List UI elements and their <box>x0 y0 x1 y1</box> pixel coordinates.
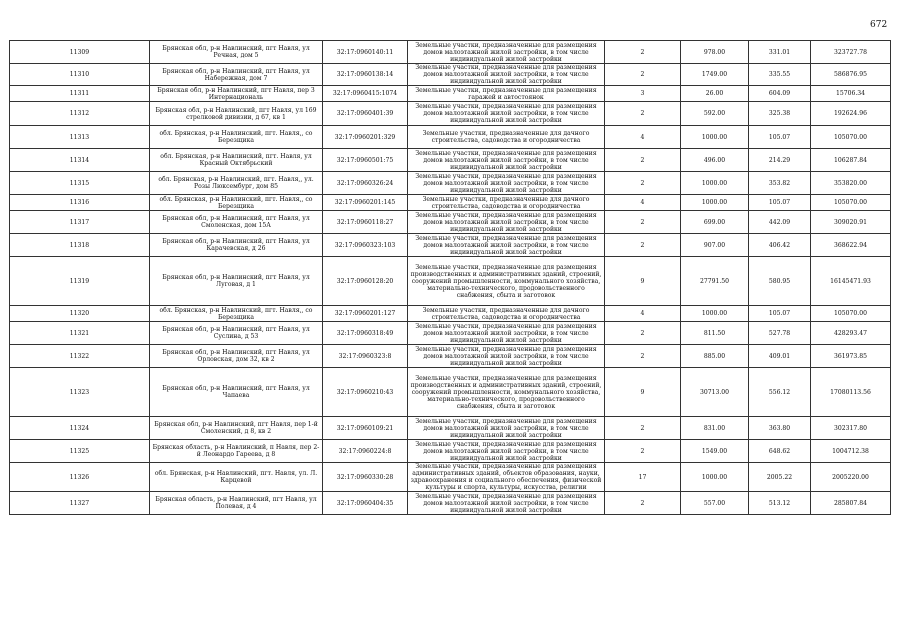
table-row <box>10 86 891 102</box>
area-cell: 1000.00 <box>681 172 749 195</box>
land-use-cell: Земельные участки, предназначенные для размещения домов малоэтажной жилой застройки, в том числе индивидуальной жилой застройки <box>408 64 605 86</box>
area-cell: 885.00 <box>681 345 749 368</box>
table-row <box>10 492 891 515</box>
address-cell: обл. Брянская, р-н Навлинский, пгт. Навля,, со Березщика <box>150 195 323 211</box>
address-cell: Брянская область, р-н Навлинский, п Навля, пер 2-й Леонардо Гареева, д 8 <box>150 440 323 463</box>
cadastral-value-cell: 428293.47 <box>811 322 891 345</box>
land-use-cell: Земельные участки, предназначенные для размещения домов малоэтажной жилой застройки, в том числе индивидуальной жилой застройки <box>408 345 605 368</box>
table-row <box>10 172 891 195</box>
use-group-cell: 9 <box>605 368 681 417</box>
table-row <box>10 417 891 440</box>
use-group-cell: 4 <box>605 126 681 149</box>
cadastral-value-cell: 361973.85 <box>811 345 891 368</box>
address-cell: Брянская обл, р-н Навлинский, пгт Навля, пер 1-й Смоленский, д 8, кв 2 <box>150 417 323 440</box>
table-row <box>10 195 891 211</box>
table-row <box>10 440 891 463</box>
land-use-cell: Земельные участки, предназначенные для размещения домов малоэтажной жилой застройки, в том числе индивидуальной жилой застройки <box>408 417 605 440</box>
specific-value-cell: 513.12 <box>749 492 811 515</box>
row-number: 11323 <box>10 368 150 417</box>
row-number: 11326 <box>10 463 150 492</box>
land-use-cell: Земельные участки, предназначенные для дачного строительства, садоводства и огородничества <box>408 195 605 211</box>
specific-value-cell: 442.09 <box>749 211 811 234</box>
address-cell: Брянская обл, р-н Навлинский, пгт Навля, ул Луговая, д 1 <box>150 257 323 306</box>
use-group-cell: 2 <box>605 322 681 345</box>
cadastral-value-cell: 586876.95 <box>811 64 891 86</box>
use-group-cell: 2 <box>605 211 681 234</box>
row-number: 11319 <box>10 257 150 306</box>
cadastral-number-cell: 32:17:0960501:75 <box>323 149 408 172</box>
cadastral-number-cell: 32:17:0960224:8 <box>323 440 408 463</box>
land-use-cell: Земельные участки, предназначенные для размещения домов малоэтажной жилой застройки, в том числе индивидуальной жилой застройки <box>408 41 605 64</box>
table-row <box>10 345 891 368</box>
area-cell: 26.00 <box>681 86 749 102</box>
land-use-cell: Земельные участки, предназначенные для размещения домов малоэтажной жилой застройки, в том числе индивидуальной жилой застройки <box>408 102 605 126</box>
cadastral-value-cell: 302317.80 <box>811 417 891 440</box>
row-number: 11322 <box>10 345 150 368</box>
area-cell: 1549.00 <box>681 440 749 463</box>
row-number: 11318 <box>10 234 150 257</box>
land-use-cell: Земельные участки, предназначенные для размещения домов малоэтажной жилой застройки, в том числе индивидуальной жилой застройки <box>408 172 605 195</box>
row-number: 11314 <box>10 149 150 172</box>
cadastral-number-cell: 32:17:0960201:329 <box>323 126 408 149</box>
specific-value-cell: 556.12 <box>749 368 811 417</box>
area-cell: 1000.00 <box>681 306 749 322</box>
land-use-cell: Земельные участки, предназначенные для размещения домов малоэтажной жилой застройки, в том числе индивидуальной жилой застройки <box>408 492 605 515</box>
specific-value-cell: 2005.22 <box>749 463 811 492</box>
area-cell: 30713.00 <box>681 368 749 417</box>
cadastral-value-cell: 105070.00 <box>811 126 891 149</box>
area-cell: 831.00 <box>681 417 749 440</box>
specific-value-cell: 214.29 <box>749 149 811 172</box>
specific-value-cell: 105.07 <box>749 126 811 149</box>
table-row <box>10 126 891 149</box>
address-cell: Брянская обл, р-н Навлинский, пгт Навля, ул 169 стрелковой дивизии, д 67, кв 1 <box>150 102 323 126</box>
use-group-cell: 2 <box>605 492 681 515</box>
cadastral-value-cell: 353820.00 <box>811 172 891 195</box>
specific-value-cell: 580.95 <box>749 257 811 306</box>
area-cell: 699.00 <box>681 211 749 234</box>
use-group-cell: 3 <box>605 86 681 102</box>
use-group-cell: 2 <box>605 64 681 86</box>
row-number: 11312 <box>10 102 150 126</box>
use-group-cell: 2 <box>605 149 681 172</box>
land-use-cell: Земельные участки, предназначенные для размещения домов малоэтажной жилой застройки, в том числе индивидуальной жилой застройки <box>408 149 605 172</box>
specific-value-cell: 335.55 <box>749 64 811 86</box>
cadastral-number-cell: 32:17:0960415:1074 <box>323 86 408 102</box>
row-number: 11309 <box>10 41 150 64</box>
area-cell: 1000.00 <box>681 463 749 492</box>
address-cell: обл. Брянская, р-н Навлинский, пгт. Навля, ул. Л. Карцевой <box>150 463 323 492</box>
specific-value-cell: 527.78 <box>749 322 811 345</box>
area-cell: 1000.00 <box>681 195 749 211</box>
cadastral-value-cell: 1004712.38 <box>811 440 891 463</box>
cadastral-number-cell: 32:17:0960201:127 <box>323 306 408 322</box>
area-cell: 592.00 <box>681 102 749 126</box>
cadastral-value-cell: 17080113.56 <box>811 368 891 417</box>
row-number: 11325 <box>10 440 150 463</box>
table-row <box>10 41 891 64</box>
cadastral-value-cell: 105070.00 <box>811 195 891 211</box>
address-cell: Брянская обл, р-н Навлинский, пгт Навля, ул Смоленская, дом 15А <box>150 211 323 234</box>
address-cell: Брянская обл, р-н Навлинский, пгт Навля, ул Речная, дом 5 <box>150 41 323 64</box>
land-use-cell: Земельные участки, предназначенные для дачного строительства, садоводства и огородничества <box>408 306 605 322</box>
cadastral-number-cell: 32:17:0960330:28 <box>323 463 408 492</box>
area-cell: 557.00 <box>681 492 749 515</box>
address-cell: обл. Брянская, р-н Навлинский, пгт. Навля,, со Березщика <box>150 306 323 322</box>
cadastral-number-cell: 32:17:0960128:20 <box>323 257 408 306</box>
cadastral-number-cell: 32:17:0960138:14 <box>323 64 408 86</box>
specific-value-cell: 363.80 <box>749 417 811 440</box>
address-cell: Брянская обл, р-н Навлинский, пгт Навля, ул Чапаева <box>150 368 323 417</box>
registry-table <box>9 40 891 515</box>
cadastral-number-cell: 32:17:0960118:27 <box>323 211 408 234</box>
cadastral-value-cell: 106287.84 <box>811 149 891 172</box>
row-number: 11317 <box>10 211 150 234</box>
cadastral-number-cell: 32:17:0960326:24 <box>323 172 408 195</box>
table-row <box>10 322 891 345</box>
use-group-cell: 2 <box>605 102 681 126</box>
table-row <box>10 368 891 417</box>
land-use-cell: Земельные участки, предназначенные для размещения домов малоэтажной жилой застройки, в том числе индивидуальной жилой застройки <box>408 440 605 463</box>
table-row <box>10 463 891 492</box>
row-number: 11316 <box>10 195 150 211</box>
use-group-cell: 2 <box>605 345 681 368</box>
cadastral-number-cell: 32:17:0960201:145 <box>323 195 408 211</box>
area-cell: 978.00 <box>681 41 749 64</box>
cadastral-value-cell: 16145471.93 <box>811 257 891 306</box>
cadastral-number-cell: 32:17:0960318:49 <box>323 322 408 345</box>
specific-value-cell: 406.42 <box>749 234 811 257</box>
cadastral-value-cell: 323727.78 <box>811 41 891 64</box>
table-row <box>10 234 891 257</box>
page-number: 672 <box>870 20 888 30</box>
use-group-cell: 9 <box>605 257 681 306</box>
area-cell: 27791.50 <box>681 257 749 306</box>
use-group-cell: 2 <box>605 440 681 463</box>
use-group-cell: 4 <box>605 195 681 211</box>
land-use-cell: Земельные участки, предназначенные для размещения административных зданий, объектов образования, науки, здравоохранения и социального обеспечения, физической культуры и спорта, культуры, искусства, религии <box>408 463 605 492</box>
area-cell: 907.00 <box>681 234 749 257</box>
cadastral-number-cell: 32:17:0960323:103 <box>323 234 408 257</box>
table-row <box>10 257 891 306</box>
cadastral-number-cell: 32:17:0960404:35 <box>323 492 408 515</box>
specific-value-cell: 325.38 <box>749 102 811 126</box>
table-row <box>10 64 891 86</box>
area-cell: 496.00 <box>681 149 749 172</box>
specific-value-cell: 648.62 <box>749 440 811 463</box>
land-use-cell: Земельные участки, предназначенные для размещения домов малоэтажной жилой застройки, в том числе индивидуальной жилой застройки <box>408 322 605 345</box>
address-cell: Брянская область, р-н Навлинский, пгт Навля, ул Полевая, д 4 <box>150 492 323 515</box>
land-use-cell: Земельные участки, предназначенные для размещения домов малоэтажной жилой застройки, в том числе индивидуальной жилой застройки <box>408 211 605 234</box>
specific-value-cell: 604.09 <box>749 86 811 102</box>
address-cell: Брянская обл, р-н Навлинский, пгт Навля, ул Орловская, дом 32, кв 2 <box>150 345 323 368</box>
cadastral-number-cell: 32:17:0960323:8 <box>323 345 408 368</box>
row-number: 11321 <box>10 322 150 345</box>
row-number: 11327 <box>10 492 150 515</box>
row-number: 11320 <box>10 306 150 322</box>
land-use-cell: Земельные участки, предназначенные для дачного строительства, садоводства и огородничества <box>408 126 605 149</box>
row-number: 11315 <box>10 172 150 195</box>
cadastral-value-cell: 309020.91 <box>811 211 891 234</box>
use-group-cell: 4 <box>605 306 681 322</box>
cadastral-value-cell: 192624.96 <box>811 102 891 126</box>
cadastral-number-cell: 32:17:0960109:21 <box>323 417 408 440</box>
row-number: 11311 <box>10 86 150 102</box>
area-cell: 1749.00 <box>681 64 749 86</box>
specific-value-cell: 409.01 <box>749 345 811 368</box>
address-cell: Брянская обл, р-н Навлинский, пгт Навля, ул Суслина, д 53 <box>150 322 323 345</box>
cadastral-number-cell: 32:17:0960210:43 <box>323 368 408 417</box>
use-group-cell: 2 <box>605 172 681 195</box>
use-group-cell: 2 <box>605 234 681 257</box>
specific-value-cell: 105.07 <box>749 306 811 322</box>
land-use-cell: Земельные участки, предназначенные для размещения производственных и административных зданий, строений, сооружений промышленности, коммунального хозяйства, материально-технического, продовольственного снабжения, сбыта и заготовок <box>408 257 605 306</box>
use-group-cell: 2 <box>605 41 681 64</box>
address-cell: обл. Брянская, р-н Навлинский, пгт. Навля,, ул. Розы Люксембург, дом 85 <box>150 172 323 195</box>
land-use-cell: Земельные участки, предназначенные для размещения производственных и административных зданий, строений, сооружений промышленности, коммунального хозяйства, материально-технического, продовольственного снабжения, сбыта и заготовок <box>408 368 605 417</box>
row-number: 11310 <box>10 64 150 86</box>
specific-value-cell: 353.82 <box>749 172 811 195</box>
specific-value-cell: 331.01 <box>749 41 811 64</box>
table-row <box>10 306 891 322</box>
address-cell: обл. Брянская, р-н Навлинский, пгт. Навля, ул Красный Октябрьский <box>150 149 323 172</box>
address-cell: Брянская обл, р-н Навлинский, пгт Навля, ул Набережная, дом 7 <box>150 64 323 86</box>
cadastral-number-cell: 32:17:0960140:11 <box>323 41 408 64</box>
cadastral-value-cell: 2005220.00 <box>811 463 891 492</box>
cadastral-value-cell: 368622.94 <box>811 234 891 257</box>
area-cell: 1000.00 <box>681 126 749 149</box>
table-row <box>10 211 891 234</box>
use-group-cell: 2 <box>605 417 681 440</box>
cadastral-value-cell: 105070.00 <box>811 306 891 322</box>
use-group-cell: 17 <box>605 463 681 492</box>
row-number: 11313 <box>10 126 150 149</box>
land-use-cell: Земельные участки, предназначенные для размещения гаражей и автостоянок <box>408 86 605 102</box>
address-cell: Брянская обл, р-н Навлинский, пгт Навля, пер 3 Интернациональ <box>150 86 323 102</box>
cadastral-value-cell: 15706.34 <box>811 86 891 102</box>
address-cell: Брянская обл, р-н Навлинский, пгт Навля, ул Карачевская, д 26 <box>150 234 323 257</box>
specific-value-cell: 105.07 <box>749 195 811 211</box>
land-use-cell: Земельные участки, предназначенные для размещения домов малоэтажной жилой застройки, в том числе индивидуальной жилой застройки <box>408 234 605 257</box>
cadastral-value-cell: 285807.84 <box>811 492 891 515</box>
table-row <box>10 102 891 126</box>
cadastral-number-cell: 32:17:0960401:39 <box>323 102 408 126</box>
area-cell: 811.50 <box>681 322 749 345</box>
address-cell: обл. Брянская, р-н Навлинский, пгт. Навля,, со Березщика <box>150 126 323 149</box>
registry-rows <box>10 41 891 515</box>
table-row <box>10 149 891 172</box>
row-number: 11324 <box>10 417 150 440</box>
